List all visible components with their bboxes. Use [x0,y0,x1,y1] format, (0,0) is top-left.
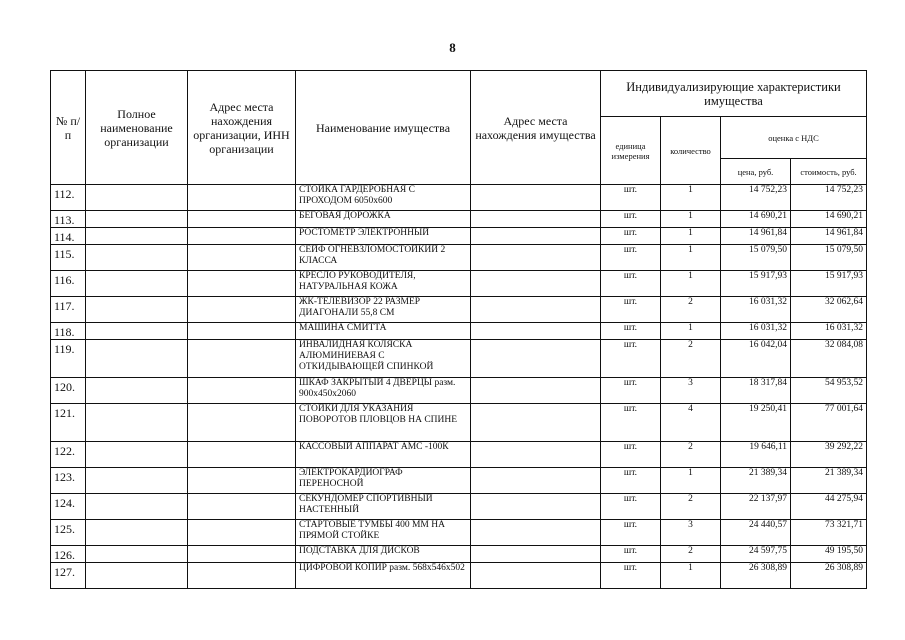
unit-cell: шт. [601,185,661,211]
header-num: № п/п [51,71,86,185]
quantity-cell: 1 [661,211,721,228]
quantity-cell: 3 [661,378,721,404]
org-address-cell [188,468,296,494]
cost-cell: 21 389,34 [791,468,867,494]
property-name-cell: ПОДСТАВКА ДЛЯ ДИСКОВ [296,546,471,563]
header-property-address: Адрес места нахождения имущества [471,71,601,185]
price-cell: 16 031,32 [721,323,791,340]
unit-cell: шт. [601,271,661,297]
price-cell: 26 308,89 [721,563,791,589]
org-address-cell [188,323,296,340]
property-name-cell: СЕКУНДОМЕР СПОРТИВНЫЙ НАСТЕННЫЙ [296,494,471,520]
quantity-cell: 2 [661,340,721,378]
property-name-cell: СТАРТОВЫЕ ТУМБЫ 400 ММ НА ПРЯМОЙ СТОЙКЕ [296,520,471,546]
cost-cell: 32 062,64 [791,297,867,323]
property-address-cell [471,211,601,228]
header-characteristics: Индивидуализирующие характеристики имущества [601,71,867,117]
org-address-cell [188,520,296,546]
price-cell: 24 440,57 [721,520,791,546]
unit-cell: шт. [601,494,661,520]
property-address-cell [471,494,601,520]
row-number: 124. [51,494,86,520]
row-number: 115. [51,245,86,271]
header-cost: стоимость, руб. [791,159,867,185]
quantity-cell: 3 [661,520,721,546]
price-cell: 22 137,97 [721,494,791,520]
cost-cell: 16 031,32 [791,323,867,340]
row-number: 118. [51,323,86,340]
property-name-cell: ШКАФ ЗАКРЫТЫЙ 4 ДВЕРЦЫ разм. 900х450х2060 [296,378,471,404]
org-name-cell [86,297,188,323]
unit-cell: шт. [601,563,661,589]
cost-cell: 77 001,64 [791,404,867,442]
page-number: 8 [449,40,456,55]
unit-cell: шт. [601,245,661,271]
org-name-cell [86,378,188,404]
table-row [51,442,867,468]
property-address-cell [471,442,601,468]
price-cell: 18 317,84 [721,378,791,404]
price-cell: 15 917,93 [721,271,791,297]
header-quantity: количество [661,117,721,185]
unit-cell: шт. [601,520,661,546]
property-name-cell: КАССОВЫЙ АППАРАТ АМС -100К [296,442,471,468]
property-name-cell: ЦИФРОВОЙ КОПИР разм. 568х546х502 [296,563,471,589]
row-number: 123. [51,468,86,494]
row-number: 113. [51,211,86,228]
org-address-cell [188,185,296,211]
row-number: 112. [51,185,86,211]
property-name-cell: СТОЙКА ГАРДЕРОБНАЯ С ПРОХОДОМ 6050х600 [296,185,471,211]
property-address-cell [471,404,601,442]
org-name-cell [86,404,188,442]
quantity-cell: 1 [661,323,721,340]
row-number: 126. [51,546,86,563]
unit-cell: шт. [601,340,661,378]
org-name-cell [86,211,188,228]
table-row [51,297,867,323]
cost-cell: 15 079,50 [791,245,867,271]
property-name-cell: ЖК-ТЕЛЕВИЗОР 22 РАЗМЕР ДИАГОНАЛИ 55,8 СМ [296,297,471,323]
row-number: 119. [51,340,86,378]
org-name-cell [86,520,188,546]
property-address-cell [471,297,601,323]
unit-cell: шт. [601,228,661,245]
price-cell: 21 389,34 [721,468,791,494]
cost-cell: 54 953,52 [791,378,867,404]
org-name-cell [86,442,188,468]
property-name-cell: МАШИНА СМИТТА [296,323,471,340]
property-address-cell [471,546,601,563]
property-name-cell: СТОЙКИ ДЛЯ УКАЗАНИЯ ПОВОРОТОВ ПЛОВЦОВ НА СПИНЕ [296,404,471,442]
property-name-cell: ЭЛЕКТРОКАРДИОГРАФ ПЕРЕНОСНОЙ [296,468,471,494]
property-address-cell [471,271,601,297]
property-address-cell [471,520,601,546]
quantity-cell: 1 [661,185,721,211]
table-row [51,185,867,211]
table-row [51,271,867,297]
property-address-cell [471,378,601,404]
unit-cell: шт. [601,468,661,494]
unit-cell: шт. [601,323,661,340]
header-org-name: Полное наименование организации [86,71,188,185]
org-address-cell [188,563,296,589]
price-cell: 14 690,21 [721,211,791,228]
quantity-cell: 2 [661,494,721,520]
cost-cell: 73 321,71 [791,520,867,546]
cost-cell: 39 292,22 [791,442,867,468]
row-number: 117. [51,297,86,323]
quantity-cell: 2 [661,546,721,563]
property-name-cell: РОСТОМЕТР ЭЛЕКТРОННЫЙ [296,228,471,245]
table-row [51,494,867,520]
cost-cell: 49 195,50 [791,546,867,563]
table-row [51,323,867,340]
header-org-address: Адрес места нахождения организации, ИНН организации [188,71,296,185]
property-name-cell: БЕГОВАЯ ДОРОЖКА [296,211,471,228]
org-address-cell [188,245,296,271]
table-row [51,211,867,228]
org-name-cell [86,340,188,378]
quantity-cell: 1 [661,245,721,271]
table-row [51,563,867,589]
org-name-cell [86,228,188,245]
quantity-cell: 1 [661,563,721,589]
table-row [51,340,867,378]
org-name-cell [86,494,188,520]
cost-cell: 14 752,23 [791,185,867,211]
org-name-cell [86,271,188,297]
quantity-cell: 2 [661,297,721,323]
unit-cell: шт. [601,404,661,442]
table-row [51,228,867,245]
row-number: 116. [51,271,86,297]
org-address-cell [188,297,296,323]
header-unit: единица измерения [601,117,661,185]
property-address-cell [471,468,601,494]
org-address-cell [188,494,296,520]
unit-cell: шт. [601,211,661,228]
price-cell: 24 597,75 [721,546,791,563]
price-cell: 16 042,04 [721,340,791,378]
org-address-cell [188,378,296,404]
unit-cell: шт. [601,442,661,468]
quantity-cell: 4 [661,404,721,442]
table-row [51,404,867,442]
unit-cell: шт. [601,297,661,323]
org-address-cell [188,211,296,228]
org-address-cell [188,228,296,245]
property-name-cell: ИНВАЛИДНАЯ КОЛЯСКА АЛЮМИНИЕВАЯ С ОТКИДЫВАЮЩЕЙ СПИНКОЙ [296,340,471,378]
row-number: 122. [51,442,86,468]
row-number: 127. [51,563,86,589]
org-address-cell [188,546,296,563]
cost-cell: 44 275,94 [791,494,867,520]
header-valuation: оценка с НДС [721,117,867,159]
table-row [51,468,867,494]
org-name-cell [86,245,188,271]
table-row [51,546,867,563]
row-number: 125. [51,520,86,546]
quantity-cell: 1 [661,228,721,245]
price-cell: 19 250,41 [721,404,791,442]
unit-cell: шт. [601,378,661,404]
unit-cell: шт. [601,546,661,563]
price-cell: 15 079,50 [721,245,791,271]
price-cell: 19 646,11 [721,442,791,468]
property-address-cell [471,323,601,340]
price-cell: 14 961,84 [721,228,791,245]
cost-cell: 14 961,84 [791,228,867,245]
price-cell: 14 752,23 [721,185,791,211]
table-row [51,520,867,546]
org-address-cell [188,271,296,297]
property-name-cell: СЕЙФ ОГНЕВЗЛОМОСТОЙКИЙ 2 КЛАССА [296,245,471,271]
cost-cell: 14 690,21 [791,211,867,228]
org-name-cell [86,468,188,494]
property-table [50,70,867,589]
header-price: цена, руб. [721,159,791,185]
price-cell: 16 031,32 [721,297,791,323]
org-name-cell [86,546,188,563]
row-number: 114. [51,228,86,245]
quantity-cell: 1 [661,271,721,297]
cost-cell: 32 084,08 [791,340,867,378]
org-address-cell [188,340,296,378]
table-row [51,245,867,271]
org-name-cell [86,563,188,589]
cost-cell: 26 308,89 [791,563,867,589]
org-name-cell [86,323,188,340]
header-property-name: Наименование имущества [296,71,471,185]
property-address-cell [471,245,601,271]
property-address-cell [471,563,601,589]
row-number: 120. [51,378,86,404]
row-number: 121. [51,404,86,442]
property-name-cell: КРЕСЛО РУКОВОДИТЕЛЯ, НАТУРАЛЬНАЯ КОЖА [296,271,471,297]
cost-cell: 15 917,93 [791,271,867,297]
property-address-cell [471,340,601,378]
org-address-cell [188,404,296,442]
quantity-cell: 1 [661,468,721,494]
org-address-cell [188,442,296,468]
org-name-cell [86,185,188,211]
property-address-cell [471,228,601,245]
property-address-cell [471,185,601,211]
table-row [51,378,867,404]
quantity-cell: 2 [661,442,721,468]
